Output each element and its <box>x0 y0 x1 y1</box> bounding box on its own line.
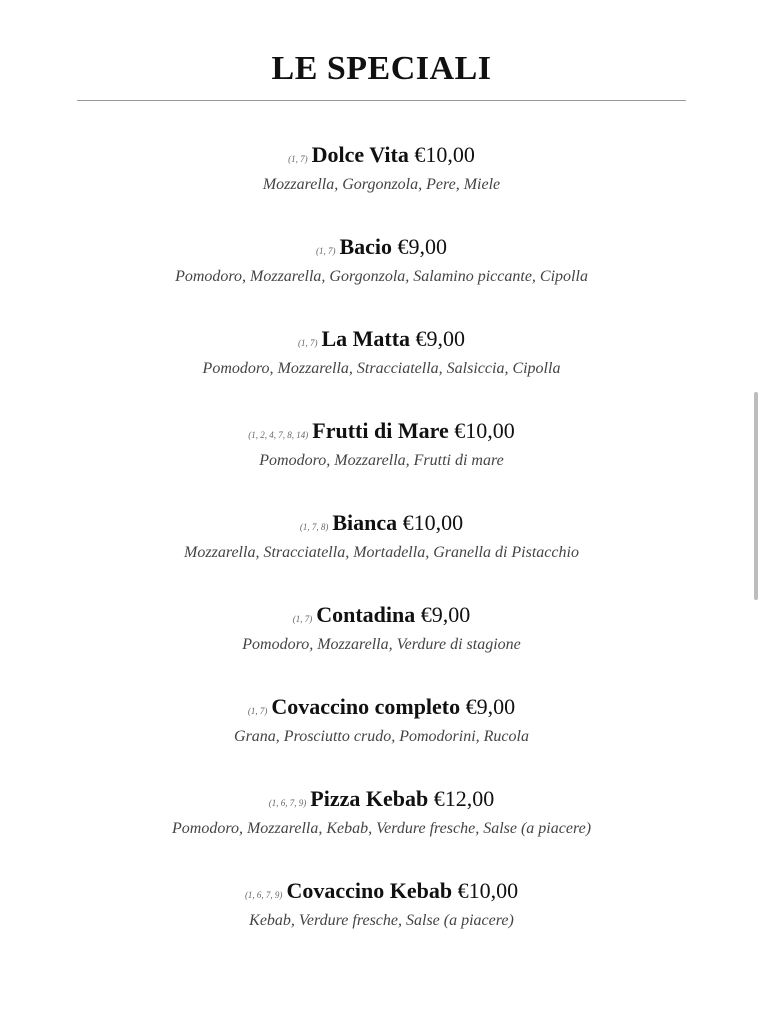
allergen-codes: (1, 7) <box>292 614 313 624</box>
item-description: Grana, Prosciutto crudo, Pomodorini, Rucola <box>234 728 529 745</box>
item-name: Pizza Kebab <box>310 786 429 811</box>
allergen-codes: (1, 7) <box>247 706 268 716</box>
item-description: Pomodoro, Mozzarella, Stracciatella, Salsiccia, Cipolla <box>202 360 561 377</box>
item-name: Contadina <box>316 602 416 627</box>
allergen-codes: (1, 7) <box>297 338 318 348</box>
item-price: €9,00 <box>420 602 471 627</box>
item-description: Pomodoro, Mozzarella, Kebab, Verdure fresche, Salse (a piacere) <box>171 820 592 837</box>
item-name: Bacio <box>339 234 393 259</box>
menu-item <box>0 324 763 416</box>
item-price: €10,00 <box>454 418 515 443</box>
menu-item <box>0 876 763 968</box>
allergen-codes: (1, 7, 8) <box>299 522 329 532</box>
allergen-codes: (1, 7) <box>315 246 336 256</box>
allergen-codes: (1, 2, 4, 7, 8, 14) <box>248 430 309 440</box>
item-name: La Matta <box>321 326 411 351</box>
item-name: Frutti di Mare <box>312 418 449 443</box>
scrollbar[interactable] <box>754 392 758 600</box>
menu-item <box>0 232 763 324</box>
page-title: LE SPECIALI <box>271 50 492 87</box>
item-heading <box>0 876 763 910</box>
item-name: Dolce Vita <box>311 142 409 167</box>
menu-item <box>0 508 763 600</box>
item-heading <box>0 416 763 450</box>
item-price: €9,00 <box>415 326 466 351</box>
divider <box>77 100 686 101</box>
menu-item <box>0 140 763 232</box>
item-heading <box>0 600 763 634</box>
item-price: €10,00 <box>402 510 464 535</box>
menu-item <box>0 692 763 784</box>
item-price: €12,00 <box>433 786 495 811</box>
item-heading <box>0 508 763 542</box>
item-description: Pomodoro, Mozzarella, Gorgonzola, Salamino piccante, Cipolla <box>175 268 588 285</box>
item-heading <box>0 232 763 266</box>
item-price: €10,00 <box>457 878 519 903</box>
item-description: Kebab, Verdure fresche, Salse (a piacere) <box>249 912 514 929</box>
allergen-codes: (1, 6, 7, 9) <box>244 890 283 900</box>
item-name: Covaccino Kebab <box>286 878 453 903</box>
menu-item <box>0 784 763 876</box>
allergen-codes: (1, 6, 7, 9) <box>268 798 307 808</box>
menu-list <box>0 140 763 968</box>
item-description: Mozzarella, Stracciatella, Mortadella, Granella di Pistacchio <box>184 544 579 561</box>
item-name: Bianca <box>332 510 398 535</box>
menu-item <box>0 416 763 508</box>
menu-item <box>0 600 763 692</box>
item-heading <box>0 140 763 174</box>
item-heading <box>0 692 763 726</box>
item-description: Pomodoro, Mozzarella, Verdure di stagione <box>242 636 521 653</box>
item-price: €9,00 <box>465 694 516 719</box>
item-price: €10,00 <box>414 142 475 167</box>
item-description: Mozzarella, Gorgonzola, Pere, Miele <box>262 176 501 193</box>
allergen-codes: (1, 7) <box>288 154 308 164</box>
item-description: Pomodoro, Mozzarella, Frutti di mare <box>259 452 504 469</box>
item-price: €9,00 <box>397 234 448 259</box>
item-name: Covaccino completo <box>271 694 461 719</box>
item-heading <box>0 324 763 358</box>
item-heading <box>0 784 763 818</box>
